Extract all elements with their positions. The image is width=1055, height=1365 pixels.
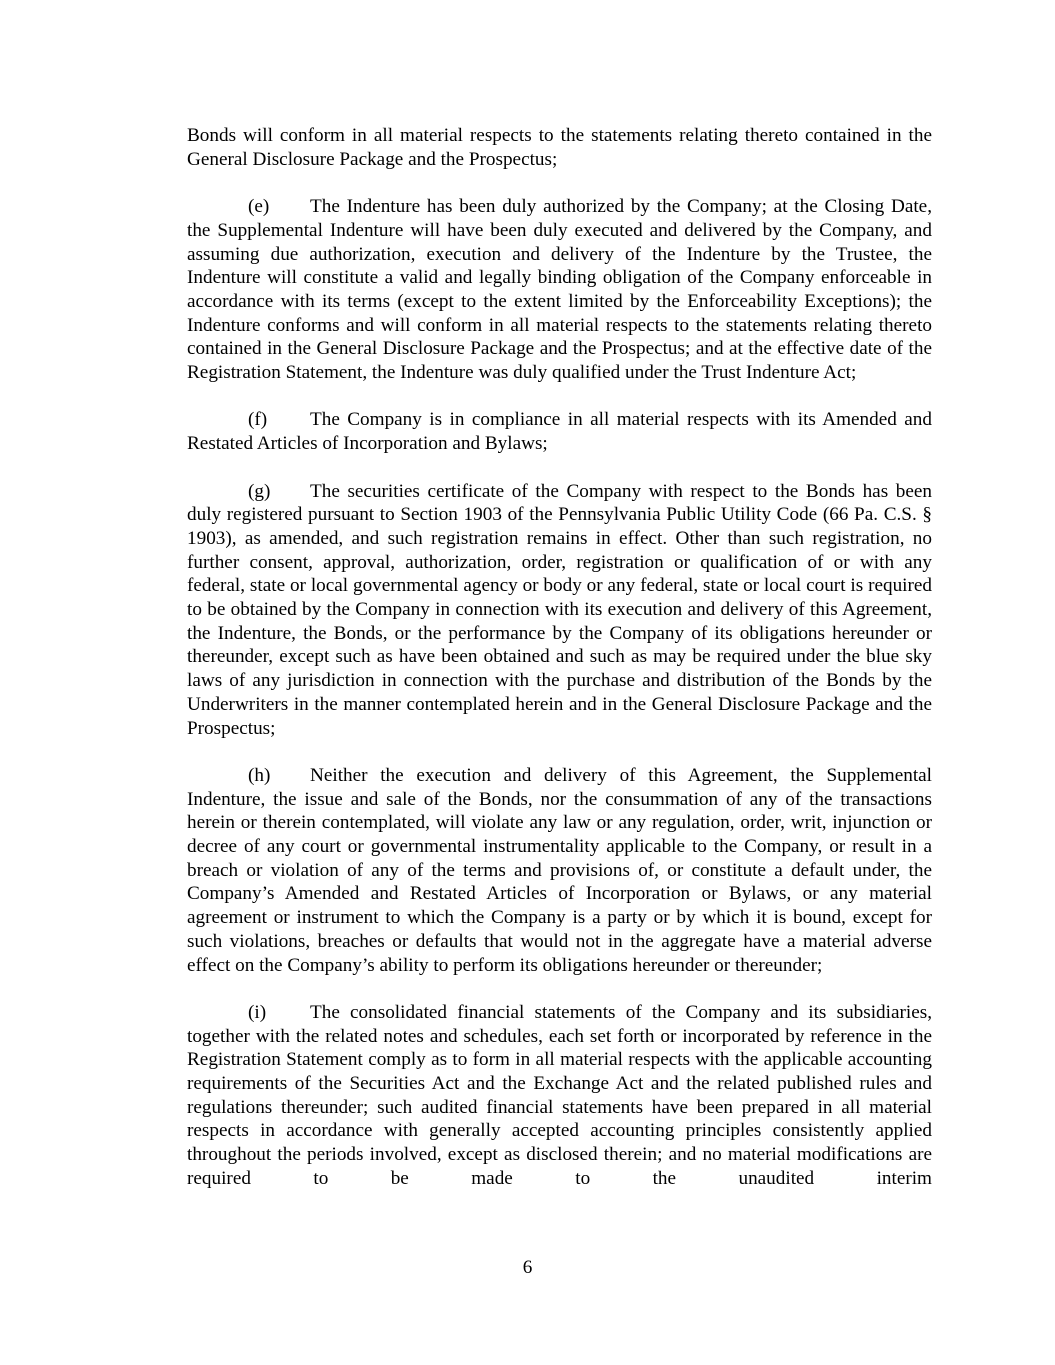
- section-text: The Company is in compliance in all material respects with its Amended and Restated Articles of Incorporation and Bylaws;: [187, 409, 932, 455]
- section-label: (g): [248, 480, 271, 502]
- section-e-paragraph: [187, 195, 932, 385]
- section-i-paragraph: [187, 1001, 932, 1191]
- section-text: The Indenture has been duly authorized by the Company; at the Closing Date, the Supplemental Indenture will have been duly executed and delivered by the Company, and assuming due authorization, execution and delivery of the Indenture by the Trustee, the Indenture will constitute a valid and legally binding obligation of the Company enforceable in accordance with its terms (except to the extent limited by the Enforceability Exceptions); the Indenture conforms and will conform in all material respects to the statements relating thereto contained in the General Disclosure Package and the Prospectus; and at the effective date of the Registration Statement, the Indenture was duly qualified under the Trust Indenture Act;: [187, 196, 932, 384]
- section-text: The securities certificate of the Company with respect to the Bonds has been duly registered pursuant to Section 1903 of the Pennsylvania Public Utility Code (66 Pa. C.S. § 1903), as amended, and such registration remains in effect. Other than such registration, no further consent, approval, authorization, order, registration or qualification of or with any federal, state or local governmental agency or body or any federal, state or local court is required to be obtained by the Company in connection with its execution and delivery of this Agreement, the Indenture, the Bonds, or the performance by the Company of its obligations hereunder or thereunder, except such as have been obtained and such as may be required under the blue sky laws of any jurisdiction in connection with the purchase and distribution of the Bonds by the Underwriters in the manner contemplated herein and in the General Disclosure Package and the Prospectus;: [187, 480, 932, 739]
- continuation-paragraph: Bonds will conform in all material respects to the statements relating thereto contained in the General Disclosure Package and the Prospectus;: [187, 125, 932, 170]
- document-body: [187, 124, 932, 1214]
- section-label: (f): [248, 409, 268, 431]
- section-label: (h): [248, 764, 271, 786]
- section-h-paragraph: [187, 764, 932, 977]
- section-g-paragraph: [187, 480, 932, 741]
- page-number: 6: [522, 1257, 533, 1278]
- section-f-paragraph: [187, 408, 932, 455]
- section-label: (e): [248, 196, 270, 218]
- section-text: The consolidated financial statements of the Company and its subsidiaries, together with the related notes and schedules, each set forth or incorporated by reference in the Registration Statement comply as to form in all material respects with the applicable accounting requirements of the Securities Act and the Exchange Act and the related published rules and regulations thereunder; such audited financial statements have been prepared in all material respects in accordance with generally accepted accounting principles consistently applied throughout the periods involved, except as disclosed therein; and no material modifications are required to be made to the unaudited interim: [187, 1001, 932, 1189]
- section-label: (i): [248, 1001, 267, 1023]
- section-text: Neither the execution and delivery of this Agreement, the Supplemental Indenture, the issue and sale of the Bonds, nor the consummation of any of the transactions herein or therein contemplated, will violate any law or any regulation, order, writ, injunction or decree of any court or governmental instrumentality applicable to the Company, or result in a breach or violation of any of the terms and provisions of, or constitute a default under, the Company’s Amended and Restated Articles of Incorporation or Bylaws, or any material agreement or instrument to which the Company is a party or by which it is bound, except for such violations, breaches or defaults that would not in the aggregate have a material adverse effect on the Company’s ability to perform its obligations hereunder or thereunder;: [187, 764, 932, 976]
